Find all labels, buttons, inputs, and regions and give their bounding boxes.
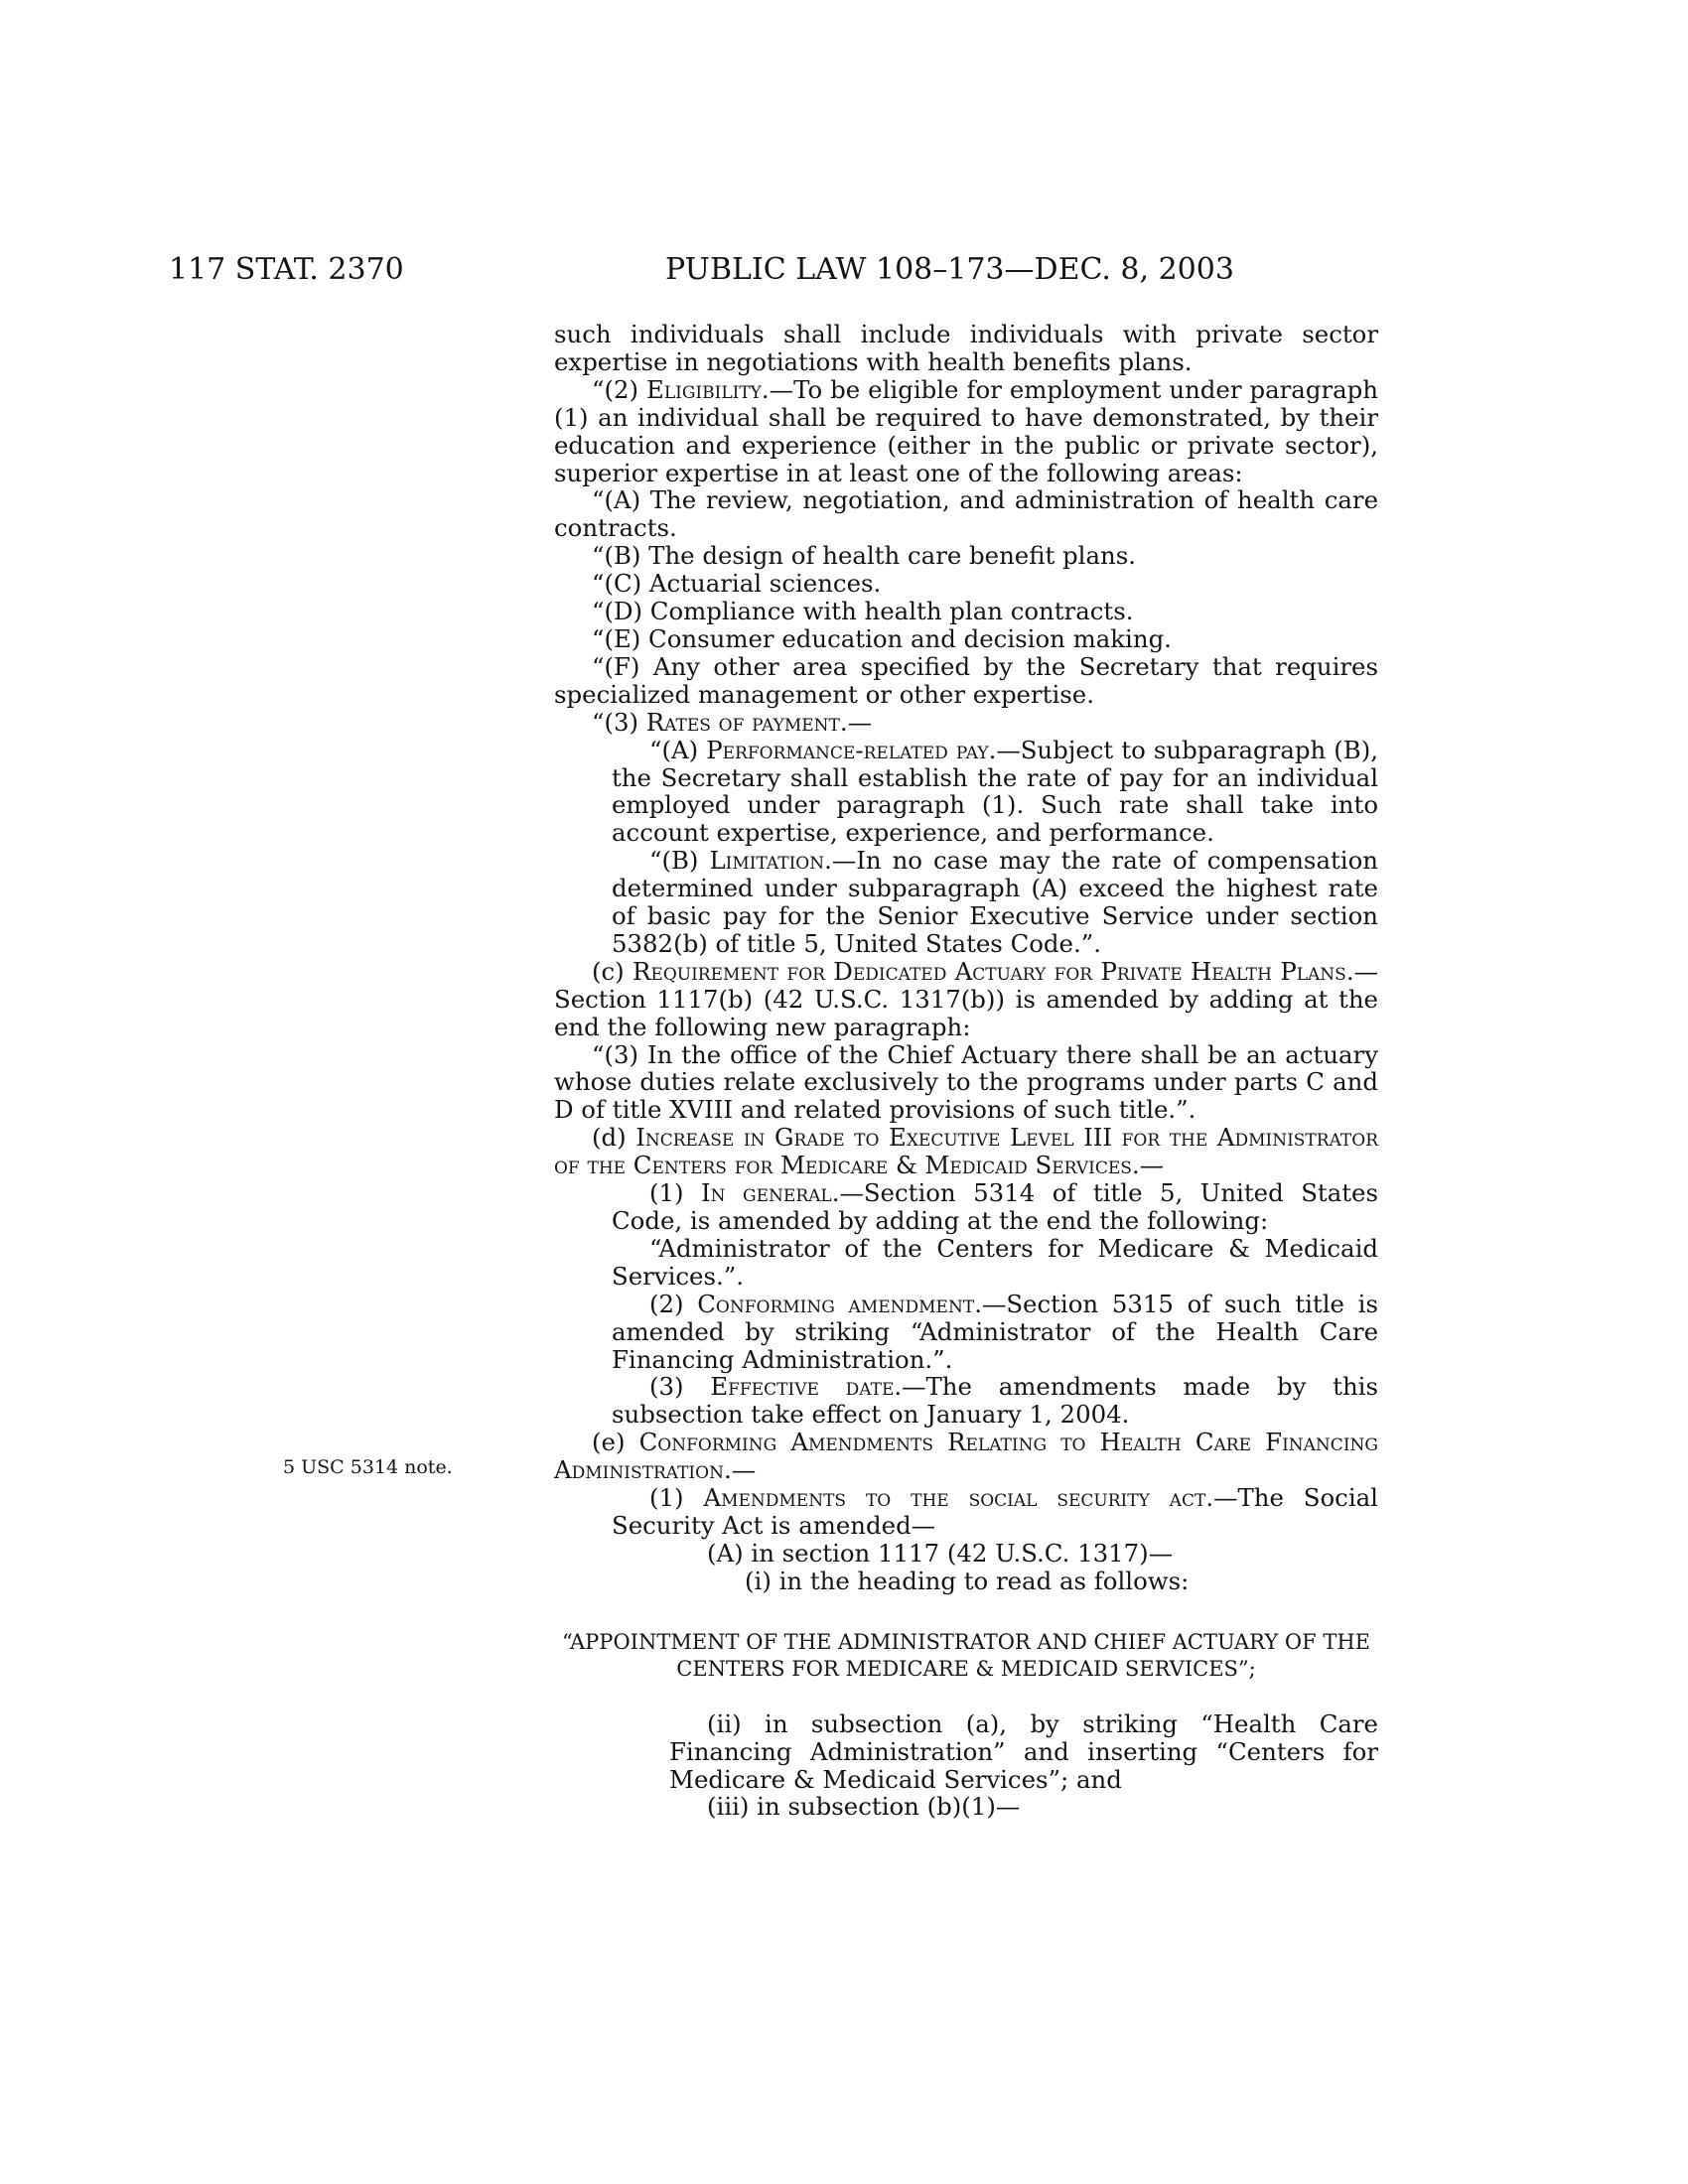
section-heading: Rates of payment (645, 707, 840, 737)
paragraph: such individuals shall include individuals with private sector expertise in negotiations with health benefits plans. (554, 320, 1378, 376)
paragraph-rates-of-payment: “(3) Rates of payment.— (592, 707, 873, 737)
section-heading: Amendments to the social security act (703, 1483, 1206, 1513)
paragraph: “Administrator of the Centers for Medicare & Medicaid Services.”. (612, 1233, 1378, 1291)
section-heading: Conforming amendment (697, 1289, 975, 1318)
subparagraph-b: “(B) The design of health care benefit plans. (592, 541, 1136, 571)
subsection-c: (c) Requirement for Dedicated Actuary for Private Health Plans.—Section 1117(b) (42 U.S.C. 1317(b)) is amended by adding at the end the following new paragraph: (554, 956, 1378, 1041)
paragraph-in-general: (1) In general.—Section 5314 of title 5, United States Code, is amended by adding at the end the following: (612, 1178, 1379, 1235)
subsection-e: (e) Conforming Amendments Relating to Health Care Financing Administration.— (554, 1428, 1378, 1485)
subparagraph: (A) in section 1117 (42 U.S.C. 1317)— (707, 1538, 1174, 1568)
paragraph-ssa-amendments: (1) Amendments to the social security act.—The Social Security Act is amended— (612, 1483, 1378, 1540)
section-heading: Limitation (709, 846, 825, 876)
section-heading: In general (701, 1178, 832, 1208)
margin-note: 5 USC 5314 note. (283, 1456, 453, 1478)
section-heading: Increase in Grade to Executive Level III for the Administrator of the Centers for Medicare & Medicaid Services (554, 1123, 1378, 1180)
statute-page-number: 117 STAT. 2370 (169, 252, 404, 287)
quoted-heading: “APPOINTMENT OF THE ADMINISTRATOR AND CHIEF ACTUARY OF THE CENTERS FOR MEDICARE & MEDICAID SERVICES”; (561, 1629, 1370, 1681)
subparagraph-a: “(A) The review, negotiation, and administration of health care contracts. (554, 485, 1378, 543)
statute-body (554, 321, 1378, 1821)
running-header: PUBLIC LAW 108–173—DEC. 8, 2003 (665, 252, 1234, 287)
section-heading: Requirement for Dedicated Actuary for Private Health Plans (633, 956, 1346, 986)
subparagraph-d: “(D) Compliance with health plan contracts. (592, 597, 1134, 626)
paragraph: “(3) In the office of the Chief Actuary there shall be an actuary whose duties relate exclusively to the programs under parts C and D of title XVIII and related provisions of such title.”. (554, 1039, 1378, 1125)
subparagraph-c: “(C) Actuarial sciences. (592, 569, 882, 599)
clause: (ii) in subsection (a), by striking “Health Care Financing Administration” and inserting “Centers for Medicare & Medicaid Services”; and (669, 1708, 1378, 1794)
section-heading: Effective date (710, 1372, 895, 1402)
section-heading: Performance-related pay (706, 735, 989, 764)
subparagraph-performance-pay: “(A) Performance-related pay.—Subject to subparagraph (B), the Secretary shall establish the rate of pay for an individual employed under paragraph (1). Such rate shall take into account expertise, experience, and performance. (612, 735, 1378, 848)
clause: (iii) in subsection (b)(1)— (707, 1792, 1021, 1822)
subparagraph-f: “(F) Any other area specified by the Secretary that requires specialized management or other expertise. (554, 651, 1378, 709)
subparagraph-limitation: “(B) Limitation.—In no case may the rate of compensation determined under subparagraph (A) exceed the highest rate of basic pay for the Senior Executive Service under section 5382(b) of title 5, United States Code.”. (612, 846, 1378, 958)
subsection-d: (d) Increase in Grade to Executive Level III for the Administrator of the Centers for Medicare & Medicaid Services.— (554, 1123, 1378, 1180)
subparagraph-e: “(E) Consumer education and decision making. (592, 623, 1172, 653)
paragraph-effective-date: (3) Effective date.—The amendments made by this subsection take effect on January 1, 2004. (612, 1372, 1378, 1430)
clause: (i) in the heading to read as follows: (745, 1566, 1190, 1595)
paragraph-conforming-amendment: (2) Conforming amendment.—Section 5315 of such title is amended by striking “Administrator of the Health Care Financing Administration.”. (612, 1289, 1378, 1374)
paragraph-eligibility: “(2) Eligibility.—To be eligible for employment under paragraph (1) an individual shall be required to have demonstrated, by their education and experience (either in the public or private sector), superior expertise in at least one of the following areas: (554, 374, 1378, 487)
section-heading: Conforming Amendments Relating to Health Care Financing Administration (554, 1428, 1378, 1485)
section-heading: Eligibility (646, 374, 762, 404)
